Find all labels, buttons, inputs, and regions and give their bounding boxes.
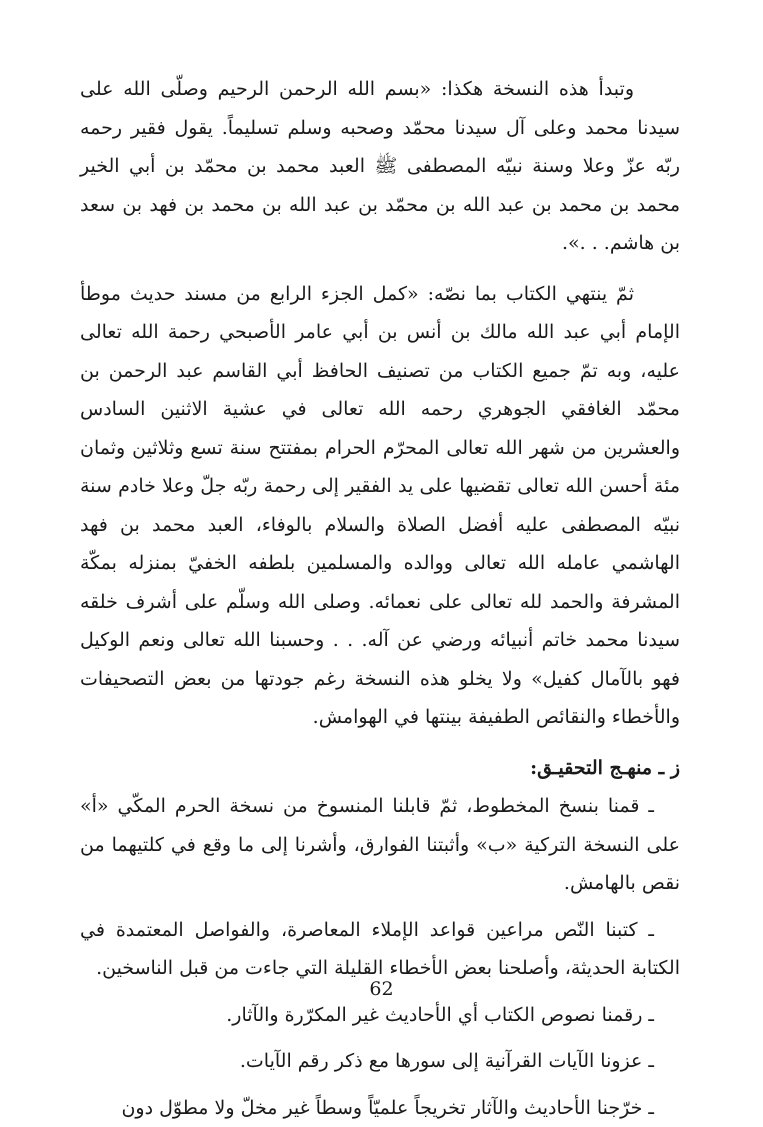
method-item-hadith: ـ خرّجنا الأحاديث والآثار تخريجاً علميّاً وسطاً غير مخلّ ولا مطوّل دون: [80, 1089, 680, 1127]
paragraph-manuscript-opening: وتبدأ هذه النسخة هكذا: «بسم الله الرحمن الرحيم وصلّى الله على سيدنا محمد وعلى آل سيدنا محمّد وصحبه وسلم تسليماً. يقول فقير رحمه ربّه عزّ وعلا وسنة نبيّه المصطفى ﷺ العبد محمد بن محمّد بن أبي الخير محمد بن محمد بن عبد الله بن محمّد بن عبد الله بن محمد بن فهد بن سعد بن هاشم. . .».: [80, 70, 680, 263]
text-column: [80, 70, 680, 1127]
section-heading-methodology: ز ـ منهـج التحقيـق:: [80, 749, 680, 788]
method-item-quran: ـ عزونا الآيات القرآنية إلى سورها مع ذكر رقم الآيات.: [80, 1042, 680, 1081]
page-number: 62: [0, 978, 763, 1000]
method-item-numbering: ـ رقمنا نصوص الكتاب أي الأحاديث غير المكرّرة والآثار.: [80, 996, 680, 1035]
method-item-collation: ـ قمنا بنسخ المخطوط، ثمّ قابلنا المنسوخ من نسخة الحرم المكّي «أ» على النسخة التركية «ب» وأثبتنا الفوارق، وأشرنا إلى ما وقع في كلتيهما من نقص بالهامش.: [80, 787, 680, 903]
method-item-writing: ـ كتبنا النّص مراعين قواعد الإملاء المعاصرة، والفواصل المعتمدة في الكتابة الحديثة، وأصلحنا بعض الأخطاء القليلة التي جاءت من قبل الناسخين.: [80, 911, 680, 988]
paragraph-manuscript-ending: ثمّ ينتهي الكتاب بما نصّه: «كمل الجزء الرابع من مسند حديث موطأ الإمام أبي عبد الله مالك بن أنس بن أبي عامر الأصبحي رحمة الله تعالى عليه، وبه تمّ جميع الكتاب من تصنيف الحافظ أبي القاسم عبد الرحمن بن محمّد الغافقي الجوهري رحمه الله تعالى في عشية الاثنين السادس والعشرين من شهر الله تعالى المحرّم الحرام بمفتتح سنة تسع وثلاثين وثمان مئة أحسن الله تعالى تقضيها على يد الفقير إلى رحمة ربّه جلّ وعلا خادم سنة نبيّه المصطفى عليه أفضل الصلاة والسلام بالوفاء، العبد محمد بن فهد الهاشمي عامله الله تعالى ووالده والمسلمين بلطفه الخفيّ بمنزله بمكّة المشرفة والحمد لله تعالى على نعمائه. وصلى الله وسلّم على أشرف خلقه سيدنا محمد خاتم أنبيائه ورضي عن آله. . . وحسبنا الله تعالى ونعم الوكيل فهو بالآمال كفيل» ولا يخلو هذه النسخة رغم جودتها من بعض التصحيفات والأخطاء والنقائص الطفيفة بينتها في الهوامش.: [80, 275, 680, 737]
